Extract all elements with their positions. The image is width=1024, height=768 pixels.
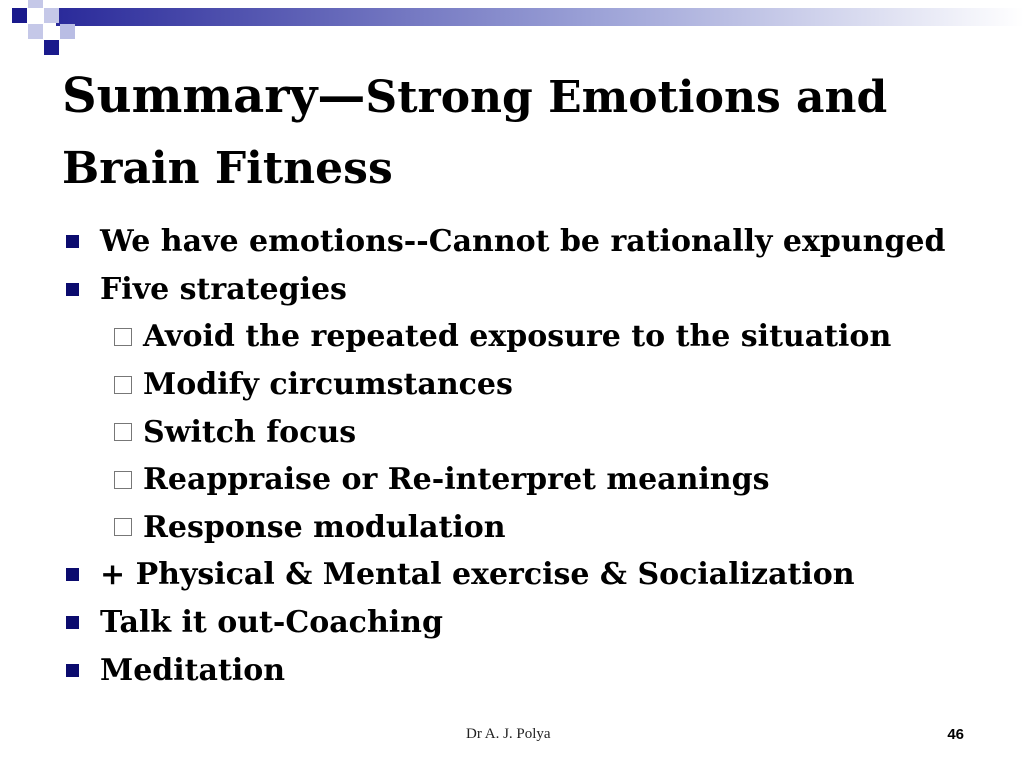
deco-square xyxy=(28,0,43,8)
list-item-text: Talk it out-Coaching xyxy=(100,605,443,641)
list-item xyxy=(62,266,1002,314)
square-bullet-icon xyxy=(66,616,79,629)
hollow-square-bullet-icon xyxy=(114,471,132,489)
sub-list-item xyxy=(62,313,1002,361)
list-item-text: + Physical & Mental exercise & Socialization xyxy=(100,557,855,593)
list-item xyxy=(62,646,1002,694)
square-bullet-icon xyxy=(66,664,79,677)
square-bullet-icon xyxy=(66,235,79,248)
slide-title xyxy=(62,62,962,206)
sub-list-item xyxy=(62,504,1002,552)
list-item xyxy=(62,599,1002,647)
list-item-text: Switch focus xyxy=(143,414,357,450)
list-item-text: Reappraise or Re-interpret meanings xyxy=(143,462,770,498)
list-item-text: Meditation xyxy=(100,652,286,688)
deco-square xyxy=(60,24,75,39)
hollow-square-bullet-icon xyxy=(114,518,132,536)
hollow-square-bullet-icon xyxy=(114,328,132,346)
header-gradient-bar xyxy=(56,8,1024,26)
hollow-square-bullet-icon xyxy=(114,423,132,441)
deco-square xyxy=(44,40,59,55)
slide-title-rest: Strong Emotions and Brain Fitness xyxy=(62,72,888,194)
bullet-list xyxy=(62,218,1002,694)
list-item-text: Five strategies xyxy=(100,271,347,307)
square-bullet-icon xyxy=(66,568,79,581)
deco-square xyxy=(28,24,43,39)
list-item-text: We have emotions--Cannot be rationally expunged xyxy=(100,224,946,260)
list-item-text: Response modulation xyxy=(143,509,506,545)
list-item xyxy=(62,551,1002,599)
deco-square xyxy=(12,8,27,23)
list-item-text: Avoid the repeated exposure to the situation xyxy=(143,319,892,355)
footer-author: Dr A. J. Polya xyxy=(466,726,551,742)
hollow-square-bullet-icon xyxy=(114,376,132,394)
square-bullet-icon xyxy=(66,283,79,296)
page-number: 46 xyxy=(947,726,964,743)
slide-title-main: Summary— xyxy=(62,68,366,124)
sub-list-item xyxy=(62,408,1002,456)
header-decoration xyxy=(0,0,1024,60)
deco-square xyxy=(44,8,59,23)
list-item-text: Modify circumstances xyxy=(143,367,513,403)
list-item xyxy=(62,218,1002,266)
sub-list-item xyxy=(62,456,1002,504)
sub-list-item xyxy=(62,361,1002,409)
